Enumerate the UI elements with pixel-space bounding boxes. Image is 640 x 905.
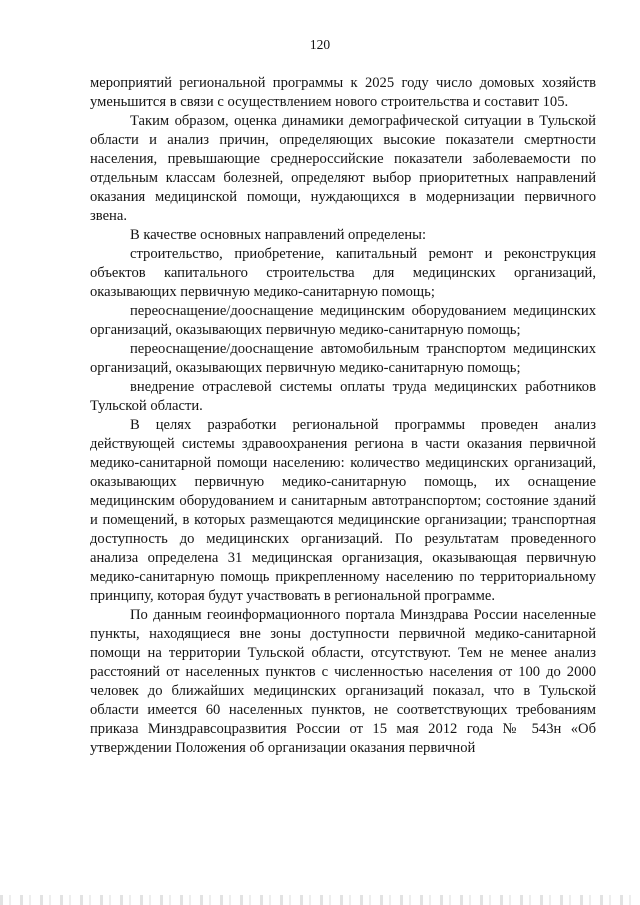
- paragraph-analysis: В целях разработки региональной программы проведен анализ действующей системы здравоохранения региона в части оказания первичной медико-санитарной помощи населению: количество медицинских организаций, оказывающих первичную медико-санитарную помощь, их оснащение медицинским оборудованием и санитарным автотранспортом; состояние зданий и помещений, в которых размещаются медицинские организации; транспортная доступность до медицинских организаций. По результатам проведенного анализа определена 31 медицинская организация, оказывающая первичную медико-санитарную помощь прикрепленному населению по территориальному принципу, которая будут участвовать в региональной программе.: [90, 417, 596, 604]
- scan-edge-artifact: [0, 895, 640, 905]
- page-number: 120: [309, 37, 331, 52]
- list-item-medical-equipment: переоснащение/дооснащение медицинским оборудованием медицинских организаций, оказывающих первичную медико-санитарную помощь;: [90, 303, 596, 338]
- paragraph-directions-intro: В качестве основных направлений определены:: [130, 227, 427, 243]
- list-item-vehicles: переоснащение/дооснащение автомобильным транспортом медицинских организаций, оказывающих первичную медико-санитарную помощь;: [90, 341, 596, 376]
- paragraph-conclusion: Таким образом, оценка динамики демографической ситуации в Тульской области и анализ причин, определяющих высокие показатели смертности населения, превышающие среднероссийские показатели заболеваемости по отдельным классам болезней, определяют выбор приоритетных направлений оказания медицинской помощи, нуждающихся в модернизации первичного звена.: [90, 113, 596, 224]
- list-item-wage-system: внедрение отраслевой системы оплаты труда медицинских работников Тульской области.: [90, 379, 596, 414]
- list-item-construction: строительство, приобретение, капитальный ремонт и реконструкция объектов капитального строительства для медицинских организаций, оказывающих первичную медико-санитарную помощь;: [90, 246, 596, 300]
- paragraph-continuation: мероприятий региональной программы к 2025 году число домовых хозяйств уменьшится в связи с осуществлением нового строительства и составит 105.: [90, 75, 596, 110]
- paragraph-geoportal: По данным геоинформационного портала Минздрава России населенные пункты, находящиеся вне зоны доступности первичной медико-санитарной помощи на территории Тульской области, отсутствуют. Тем не менее анализ расстояний от населенных пунктов с численностью населения от 100 до 2000 человек до ближайших медицинских организаций показал, что в Тульской области имеется 60 населенных пунктов, не соответствующих требованиям приказа Минздравсоцразвития России от 15 мая 2012 года № 543н «Об утверждении Положения об организации оказания первичной: [90, 607, 596, 756]
- body-text: [90, 74, 596, 758]
